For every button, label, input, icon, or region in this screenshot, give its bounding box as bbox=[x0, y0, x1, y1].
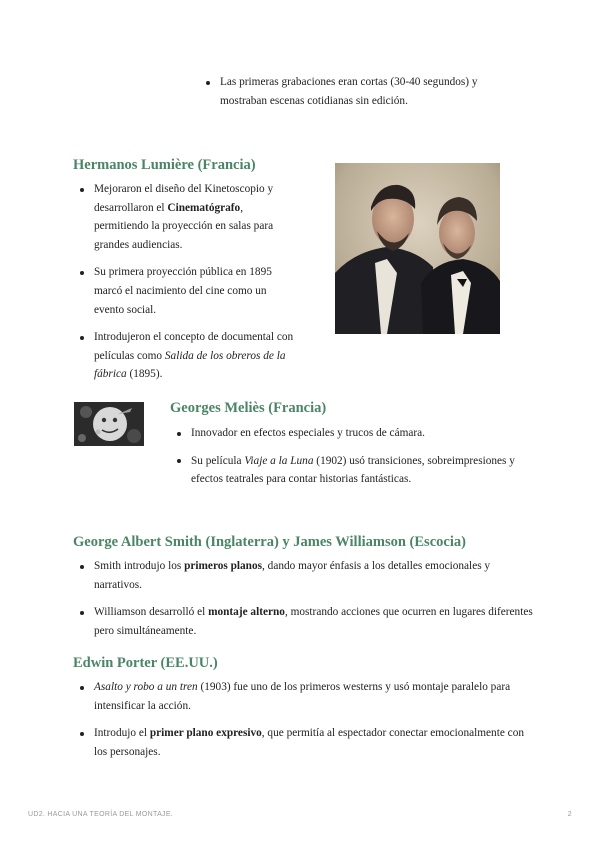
list-item: Introdujo el primer plano expresivo, que permitía al espectador conectar emocionalmente con los personajes. bbox=[73, 724, 533, 761]
list-item: Introdujeron el concepto de documental con películas como Salida de los obreros de la fábrica (1895). bbox=[73, 328, 295, 384]
smith-williamson-list bbox=[73, 557, 533, 649]
porter-list bbox=[73, 678, 533, 770]
smith-williamson-heading: George Albert Smith (Inglaterra) y James Williamson (Escocia) bbox=[73, 534, 466, 550]
melies-list bbox=[170, 424, 530, 498]
list-item: Las primeras grabaciones eran cortas (30-40 segundos) y mostraban escenas cotidianas sin edición. bbox=[199, 73, 519, 110]
list-item: Innovador en efectos especiales y trucos de cámara. bbox=[170, 424, 530, 443]
lumiere-photo-svg bbox=[335, 163, 500, 334]
moon-image-svg bbox=[74, 402, 144, 446]
list-item: Williamson desarrolló el montaje alterno, mostrando acciones que ocurren en lugares diferentes pero simultáneamente. bbox=[73, 603, 533, 640]
footer-title: UD2. HACIA UNA TEORÍA DEL MONTAJE. bbox=[28, 811, 174, 818]
list-item: Asalto y robo a un tren (1903) fue uno de los primeros westerns y usó montaje paralelo para intensificar la acción. bbox=[73, 678, 533, 715]
porter-heading: Edwin Porter (EE.UU.) bbox=[73, 655, 218, 671]
moon-film-image bbox=[74, 402, 144, 446]
lumiere-brothers-photo bbox=[335, 163, 500, 334]
list-item: Smith introdujo los primeros planos, dando mayor énfasis a los detalles emocionales y narrativos. bbox=[73, 557, 533, 594]
lumiere-list bbox=[73, 180, 295, 393]
lumiere-heading: Hermanos Lumière (Francia) bbox=[73, 157, 256, 173]
list-item: Su película Viaje a la Luna (1902) usó transiciones, sobreimpresiones y efectos teatrales para contar historias fantásticas. bbox=[170, 452, 530, 489]
intro-list bbox=[199, 73, 519, 119]
list-item: Mejoraron el diseño del Kinetoscopio y desarrollaron el Cinematógrafo, permitiendo la proyección en salas para grandes audiencias. bbox=[73, 180, 295, 254]
page-number: 2 bbox=[567, 811, 572, 818]
list-item: Su primera proyección pública en 1895 marcó el nacimiento del cine como un evento social. bbox=[73, 263, 295, 319]
melies-heading: Georges Meliès (Francia) bbox=[170, 400, 327, 416]
